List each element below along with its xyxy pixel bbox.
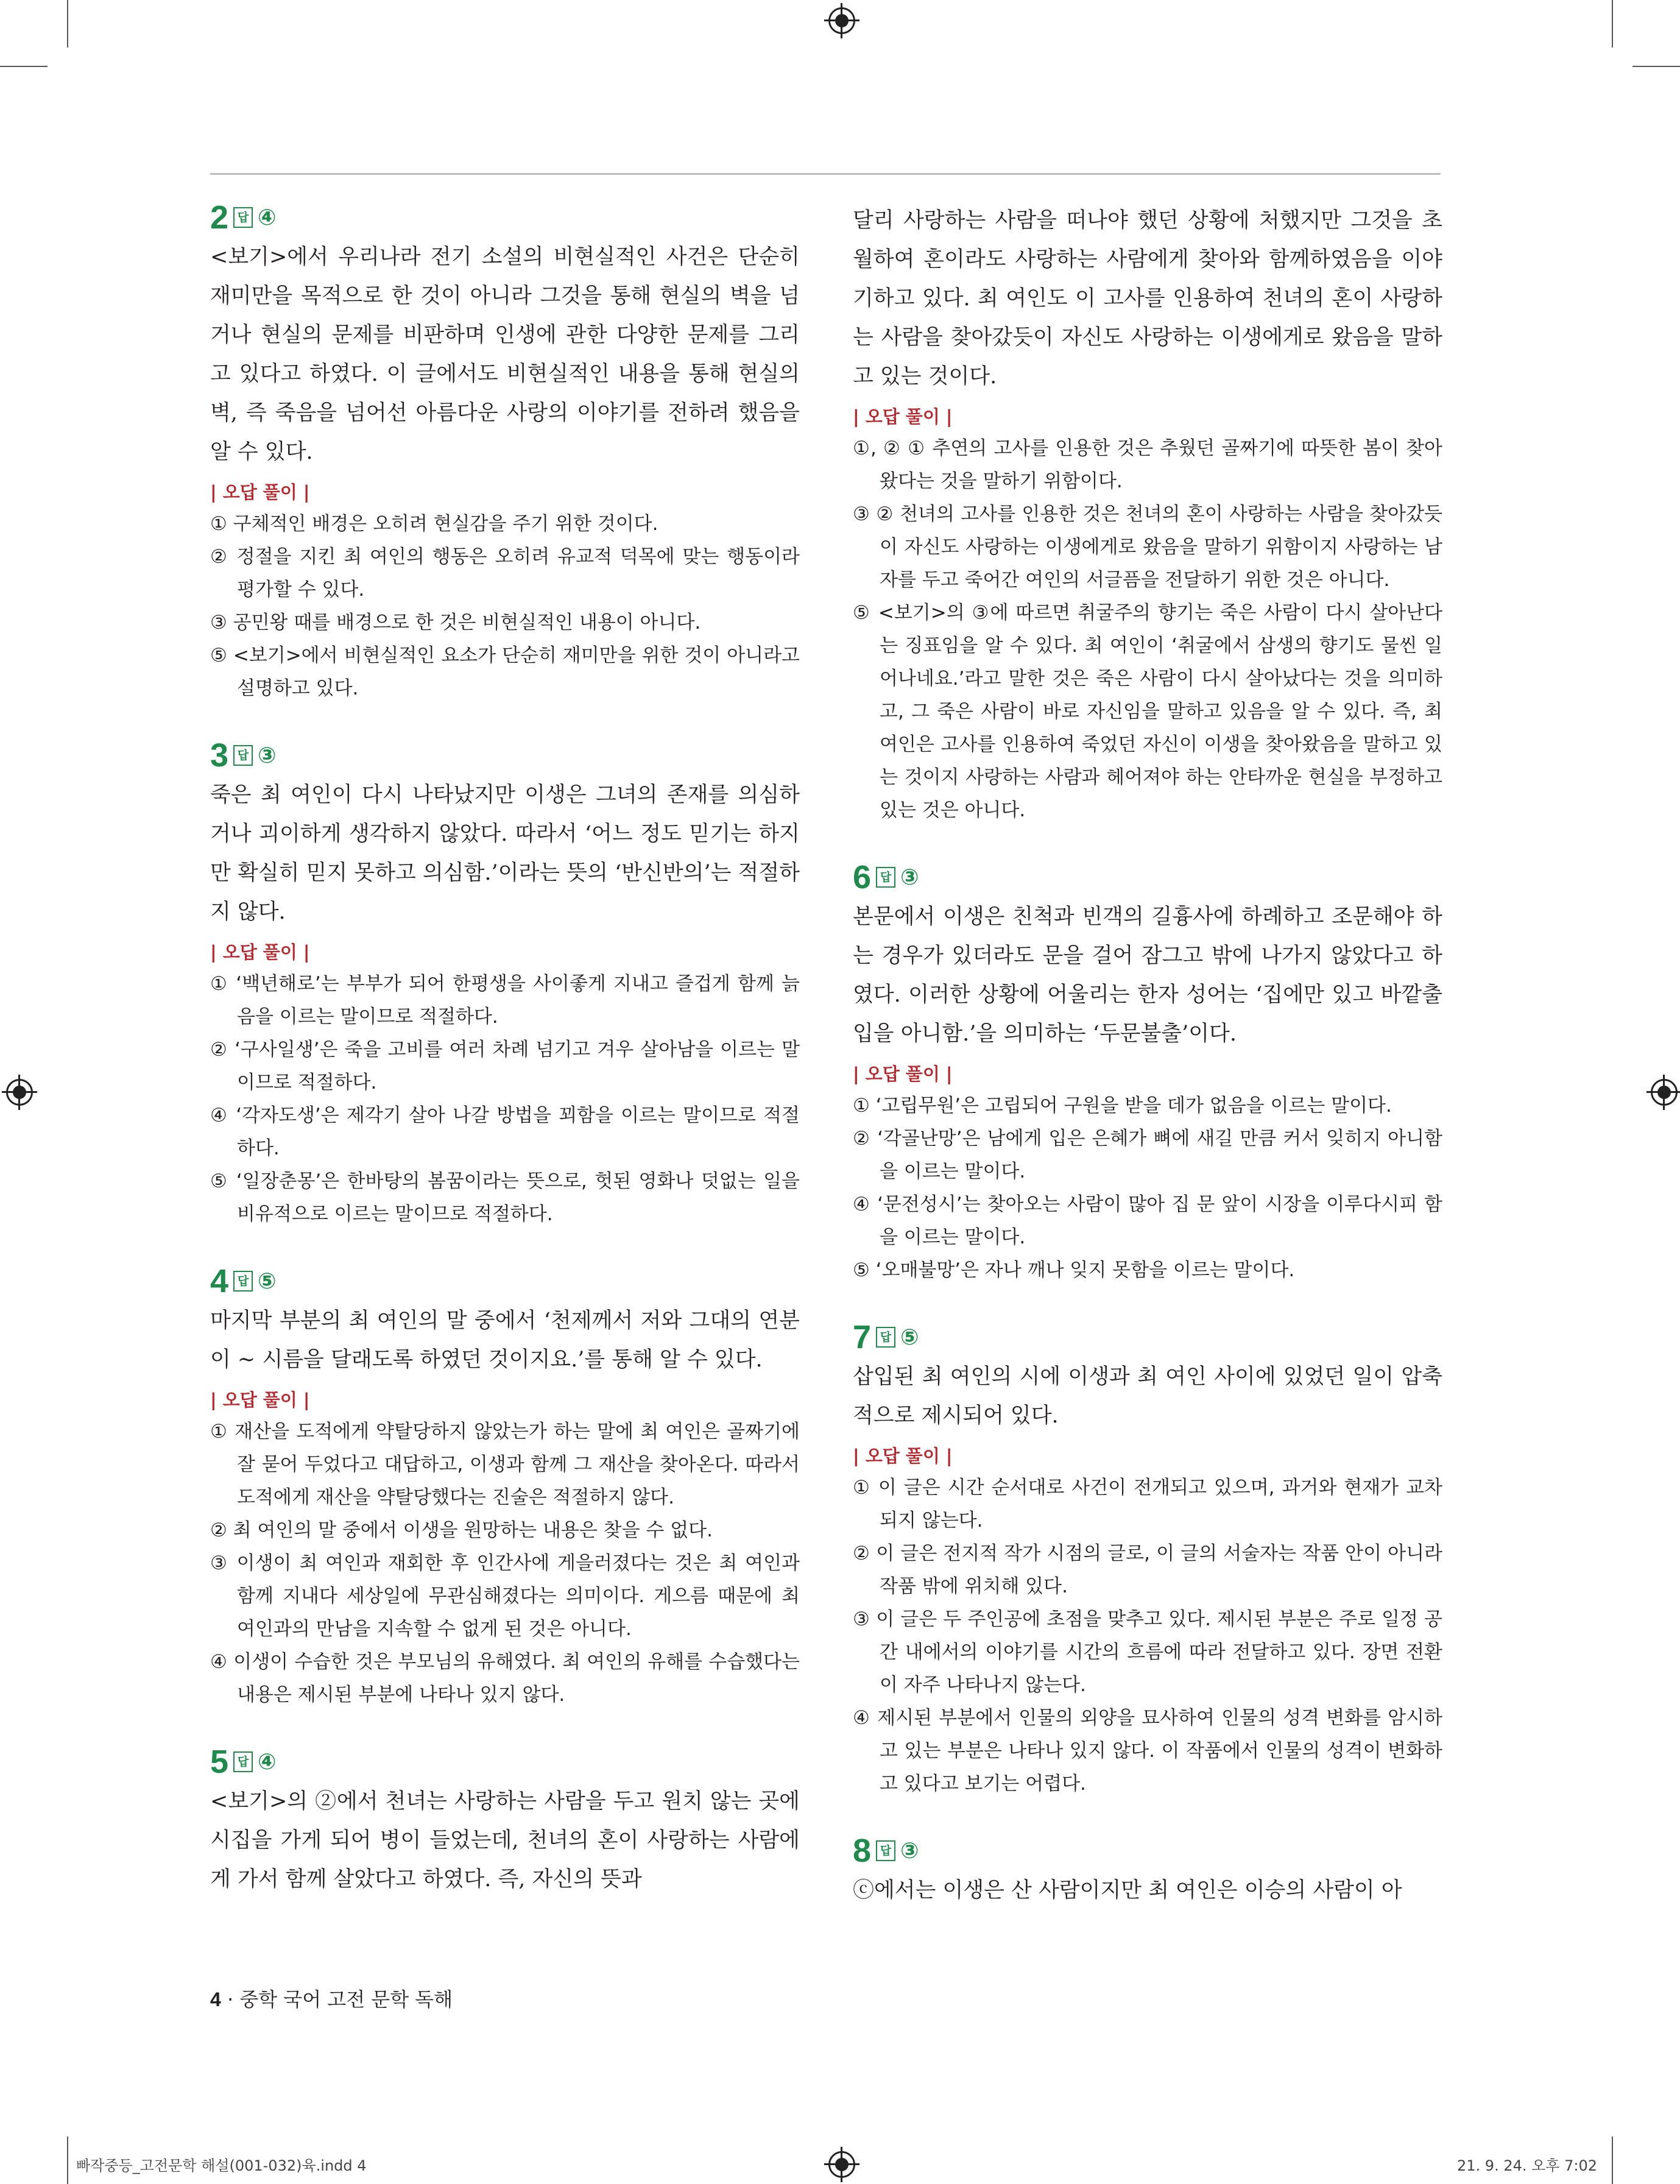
q7-option: ① 이 글은 시간 순서대로 사건이 전개되고 있으며, 과거와 현재가 교차되지 않는다.	[853, 1477, 1442, 1532]
answer-badge: 답	[233, 207, 253, 228]
left-column	[210, 201, 800, 1899]
q3-answer: ③	[258, 743, 277, 768]
page-footer	[210, 1984, 453, 2012]
registration-mark-icon	[1651, 1079, 1678, 1106]
q2-heading	[210, 201, 800, 234]
book-title: 중학 국어 고전 문학 독해	[239, 1988, 453, 2011]
q4-option: ① 재산을 도적에게 약탈당하지 않았는가 하는 말에 최 여인은 골짜기에 잘 묻어 두었다고 대답하고, 이생과 함께 그 재산을 찾아온다. 따라서 도적에게 재산을 약탈당했다는 진술은 적절하지 않다.	[210, 1421, 800, 1508]
wrong-answer-label: | 오답 풀이 |	[210, 942, 310, 963]
q7-answer: ⑤	[900, 1324, 919, 1350]
q5-number: 5	[210, 1744, 229, 1780]
q6-option: ④ ‘문전성시’는 찾아오는 사람이 많아 집 문 앞이 시장을 이루다시피 함을 이르는 말이다.	[853, 1193, 1442, 1248]
q2-option: ⑤ <보기>에서 비현실적인 요소가 단순히 재미만을 위한 것이 아니라고 설명하고 있다.	[210, 645, 800, 699]
crop-mark	[1612, 2136, 1613, 2184]
registration-mark-icon	[828, 7, 855, 34]
q8-number: 8	[853, 1832, 872, 1869]
q3-option: ① ‘백년해로’는 부부가 되어 한평생을 사이좋게 지내고 즐겁게 함께 늙음을 이르는 말이므로 적절하다.	[210, 973, 800, 1028]
q5-answer: ④	[258, 1749, 277, 1775]
q6-option: ⑤ ‘오매불망’은 자나 깨나 잊지 못함을 이르는 말이다.	[853, 1259, 1295, 1281]
q5-option: ①, ② ① 추연의 고사를 인용한 것은 추웠던 골짜기에 따뜻한 봄이 찾아왔다는 것을 말하기 위함이다.	[853, 437, 1442, 492]
q6-heading	[853, 861, 1442, 894]
wrong-answer-label: | 오답 풀이 |	[210, 1390, 310, 1410]
answer-badge: 답	[233, 1271, 253, 1292]
slug-timestamp: 21. 9. 24. 오후 7:02	[1457, 2157, 1598, 2174]
q4-option: ③ 이생이 최 여인과 재회한 후 인간사에 게을러졌다는 것은 최 여인과 함께 지내다 세상일에 무관심해졌다는 의미이다. 게으름 때문에 최 여인과의 만남을 지속할 수 없게 된 것은 아니다.	[210, 1552, 800, 1640]
registration-mark-icon	[828, 2151, 855, 2178]
q2-number: 2	[210, 199, 229, 236]
q8-heading	[853, 1834, 1442, 1867]
crop-mark	[0, 66, 48, 67]
q7-option: ④ 제시된 부분에서 인물의 외양을 묘사하여 인물의 성격 변화를 암시하고 있는 부분은 나타나 있지 않다. 이 작품에서 인물의 성격이 변화하고 있다고 보기는 어렵다.	[853, 1707, 1442, 1795]
answer-badge: 답	[876, 867, 895, 888]
wrong-answer-label: | 오답 풀이 |	[853, 1446, 953, 1466]
wrong-answer-label: | 오답 풀이 |	[853, 1064, 953, 1084]
q4-option: ④ 이생이 수습한 것은 부모님의 유해였다. 최 여인의 유해를 수습했다는 내용은 제시된 부분에 나타나 있지 않다.	[210, 1651, 800, 1706]
q7-heading	[853, 1321, 1442, 1354]
page-number: 4	[210, 1988, 221, 2010]
q7-option: ② 이 글은 전지적 작가 시점의 글로, 이 글의 서술자는 작품 안이 아니라 작품 밖에 위치해 있다.	[853, 1543, 1442, 1597]
q2-option: ② 정절을 지킨 최 여인의 행동은 오히려 유교적 덕목에 맞는 행동이라 평가할 수 있다.	[210, 546, 800, 601]
answer-badge: 답	[233, 1751, 253, 1772]
answer-badge: 답	[876, 1840, 895, 1861]
q2-explanation: <보기>에서 우리나라 전기 소설의 비현실적인 사건은 단순히 재미만을 목적으로 한 것이 아니라 그것을 통해 현실의 벽을 넘거나 현실의 문제를 비판하며 인생에 관한 다양한 문제를 그리고 있다고 하였다. 이 글에서도 비현실적인 내용을 통해 현실의 벽, 즉 죽음을 넘어선 아름다운 사랑의 이야기를 전하려 했음을 알 수 있다.	[210, 245, 800, 464]
crop-mark	[1632, 66, 1680, 67]
answer-badge: 답	[233, 745, 253, 766]
q6-explanation: 본문에서 이생은 친척과 빈객의 길흉사에 하례하고 조문해야 하는 경우가 있더라도 문을 걸어 잠그고 밖에 나가지 않았다고 하였다. 이러한 상황에 어울리는 한자 성어는 ‘집에만 있고 바깥출입을 아니함.’을 의미하는 ‘두문불출’이다.	[853, 905, 1442, 1046]
q4-option: ② 최 여인의 말 중에서 이생을 원망하는 내용은 찾을 수 없다.	[210, 1519, 713, 1541]
q7-option: ③ 이 글은 두 주인공에 초점을 맞추고 있다. 제시된 부분은 주로 일정 공간 내에서의 이야기를 시간의 흐름에 따라 전달하고 있다. 장면 전환이 자주 나타나지 않는다.	[853, 1608, 1442, 1696]
registration-mark-icon	[6, 1079, 33, 1106]
slug-file-info: 빠작중등_고전문학 해설(001-032)육.indd 4	[76, 2157, 367, 2174]
q7-explanation: 삽입된 최 여인의 시에 이생과 최 여인 사이에 있었던 일이 압축적으로 제시되어 있다.	[853, 1365, 1442, 1428]
q3-option: ② ‘구사일생’은 죽을 고비를 여러 차례 넘기고 겨우 살아남을 이르는 말이므로 적절하다.	[210, 1039, 800, 1094]
crop-mark	[1612, 0, 1613, 48]
crop-mark	[67, 2136, 68, 2184]
q3-explanation: 죽은 최 여인이 다시 나타났지만 이생은 그녀의 존재를 의심하거나 괴이하게 생각하지 않았다. 따라서 ‘어느 정도 믿기는 하지만 확실히 믿지 못하고 의심함.’이라는 뜻의 ‘반신반의’는 적절하지 않다.	[210, 783, 800, 924]
q4-heading	[210, 1265, 800, 1298]
q3-number: 3	[210, 737, 229, 774]
q5-explanation-part2: 달리 사랑하는 사람을 떠나야 했던 상황에 처했지만 그것을 초월하여 혼이라도 사랑하는 사람에게 찾아와 함께하였음을 이야기하고 있다. 최 여인도 이 고사를 인용하여 천녀의 혼이 사랑하는 사람을 찾아갔듯이 자신도 사랑하는 이생에게로 왔음을 말하고 있는 것이다.	[853, 208, 1442, 389]
q5-explanation-part1: <보기>의 ②에서 천녀는 사랑하는 사람을 두고 원치 않는 곳에 시집을 가게 되어 병이 들었는데, 천녀의 혼이 사랑하는 사람에게 가서 함께 살았다고 하였다. 즉, 자신의 뜻과	[210, 1789, 800, 1892]
answer-badge: 답	[876, 1327, 895, 1348]
q5-option: ③ ② 천녀의 고사를 인용한 것은 천녀의 혼이 사랑하는 사람을 찾아갔듯이 자신도 사랑하는 이생에게로 왔음을 말하기 위함이지 사랑하는 남자를 두고 죽어간 여인의 서글픔을 전달하기 위한 것은 아니다.	[853, 503, 1442, 591]
q2-option: ③ 공민왕 때를 배경으로 한 것은 비현실적인 내용이 아니다.	[210, 612, 701, 634]
footer-separator: ·	[227, 1988, 240, 2011]
q5-option: ⑤ <보기>의 ③에 따르면 취굴주의 향기는 죽은 사람이 다시 살아난다는 징표임을 알 수 있다. 최 여인이 ‘취굴에서 삼생의 향기도 물씬 일어나네요.’라고 말한 것은 죽은 사람이 다시 살아났다는 것을 의미하고, 그 죽은 사람이 바로 자신임을 말하고 있음을 알 수 있다. 즉, 최 여인은 고사를 인용하여 죽었던 자신이 이생을 찾아왔음을 말하고 있는 것이지 사랑하는 사람과 헤어져야 하는 안타까운 현실을 부정하고 있는 것은 아니다.	[853, 602, 1442, 821]
q7-number: 7	[853, 1319, 872, 1355]
wrong-answer-label: | 오답 풀이 |	[853, 406, 953, 427]
q6-option: ① ‘고립무원’은 고립되어 구원을 받을 데가 없음을 이르는 말이다.	[853, 1095, 1392, 1117]
crop-mark	[67, 0, 68, 48]
q4-answer: ⑤	[258, 1268, 277, 1294]
q2-option: ① 구체적인 배경은 오히려 현실감을 주기 위한 것이다.	[210, 513, 658, 535]
q4-explanation: 마지막 부분의 최 여인의 말 중에서 ‘천제께서 저와 그대의 연분이 ~ 시름을 달래도록 하였던 것이지요.’를 통해 알 수 있다.	[210, 1309, 800, 1372]
q8-explanation: ⓒ에서는 이생은 산 사람이지만 최 여인은 이승의 사람이 아	[853, 1878, 1402, 1903]
wrong-answer-label: | 오답 풀이 |	[210, 482, 310, 503]
header-rule	[210, 173, 1441, 175]
q3-option: ⑤ ‘일장춘몽’은 한바탕의 봄꿈이라는 뜻으로, 헛된 영화나 덧없는 일을 비유적으로 이르는 말이므로 적절하다.	[210, 1170, 800, 1225]
q8-answer: ③	[900, 1838, 919, 1864]
q2-answer: ④	[258, 205, 277, 230]
q6-number: 6	[853, 859, 872, 896]
q3-option: ④ ‘각자도생’은 제각기 살아 나갈 방법을 꾀함을 이르는 말이므로 적절하다.	[210, 1104, 800, 1159]
q6-option: ② ‘각골난망’은 남에게 입은 은혜가 뼈에 새길 만큼 커서 잊히지 아니함을 이르는 말이다.	[853, 1128, 1442, 1182]
q5-heading	[210, 1745, 800, 1778]
q6-answer: ③	[900, 864, 919, 890]
right-column	[853, 201, 1442, 1910]
q3-heading	[210, 739, 800, 772]
q4-number: 4	[210, 1263, 229, 1299]
